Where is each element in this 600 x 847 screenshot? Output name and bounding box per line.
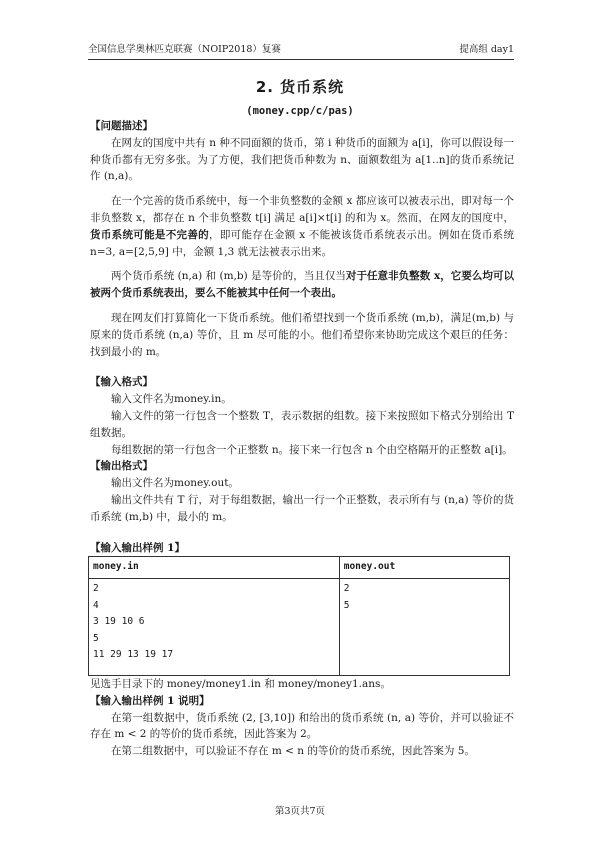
sample-output-header: money.out	[339, 557, 509, 579]
problem-paragraph-4: 现在网友们打算简化一下货币系统。他们希望找到一个货币系统 (m,b)，满足(m,b) 与原来的货币系统 (n,a) 等价，且 m 尽可能的小。他们希望你来协助完成这个艰巨的任务：找到最小的 m。	[90, 311, 514, 358]
sample-input-header: money.in	[89, 557, 340, 579]
output-format-line: 输出文件共有 T 行，对于每组数据，输出一行一个正整数，表示所有与 (n,a) 等价的货币系统 (m,b) 中，最小的 m。	[90, 493, 514, 523]
problem-paragraph-3: 两个货币系统 (n,a) 和 (m,b) 是等价的，当且仅当对于任意非负整数 x，它要么均可以被两个货币系统表出，要么不能被其中任何一个表出。	[90, 270, 514, 300]
input-format-line: 每组数据的第一行包含一个正整数 n。接下来一行包含 n 个由空格隔开的正整数 a[i]。	[111, 443, 513, 456]
sample-input-line: 11 29 13 19 17	[93, 649, 174, 661]
sample-table	[88, 556, 510, 676]
sample-input-line: 3 19 10 6	[93, 616, 145, 628]
header-contest: 全国信息学奥林匹克联赛（NOIP2018）复赛	[88, 44, 281, 55]
sample-explanation-line: 在第二组数据中，可以验证不存在 m < n 的等价的货币系统，因此答案为 5。	[111, 745, 475, 758]
problem-description-heading: 【问题描述】	[90, 120, 153, 132]
sample-explanation-heading: 【输入输出样例 1 说明】	[90, 694, 210, 707]
header-group: 提高组 day1	[459, 44, 514, 55]
sample-input-line: 5	[93, 632, 99, 644]
sample-output-line: 5	[343, 599, 350, 611]
sample-file-note: 见选手目录下的 money/money1.in 和 money/money1.ans。	[90, 677, 391, 690]
sample-input-line: 2	[93, 582, 99, 594]
problem-paragraph-2: 在一个完善的货币系统中，每一个非负整数的金额 x 都应该可以被表示出，即对每一个非负整数 x，都存在 n 个非负整数 t[i] 满足 a[i]×t[i] 的和为 x。然而，在网友的国度中，货币系统可能是不完善的，即可能存在金额 x 不能被该货币系统表示出。例如在货币系统 n=3, a=[2,5,9] 中，金额 1,3 就无法被表示出来。	[90, 195, 514, 258]
page-header	[88, 42, 514, 60]
problem-title: 2. 货币系统	[255, 78, 345, 96]
output-format-line: 输出文件名为money.out。	[111, 477, 239, 490]
page-footer: 第3页共7页	[274, 806, 326, 817]
problem-filenames: (money.cpp/c/pas)	[246, 105, 354, 117]
input-format-heading: 【输入格式】	[90, 376, 153, 389]
input-format-line: 输入文件名为money.in。	[111, 393, 232, 406]
input-format-line: 输入文件的第一行包含一个整数 T，表示数据的组数。接下来按照如下格式分别给出 T 组数据。	[90, 409, 514, 439]
problem-paragraph-1: 在网友的国度中共有 n 种不同面额的货币，第 i 种货币的面额为 a[i]，你可以假设每一种货币都有无穷多张。为了方便，我们把货币种数为 n、面额数组为 a[1..n]的货币系统记作 (n,a)。	[90, 136, 514, 183]
sample-input-cell	[89, 578, 340, 675]
sample-output-cell	[339, 578, 509, 675]
problem-body	[90, 118, 514, 760]
sample-heading: 【输入输出样例 1】	[90, 541, 185, 554]
output-format-heading: 【输出格式】	[90, 460, 153, 473]
sample-output-line: 2	[343, 582, 350, 594]
sample-input-line: 4	[93, 599, 99, 611]
sample-explanation-line: 在第一组数据中，货币系统 (2, [3,10]) 和给出的货币系统 (n, a) 等价，并可以验证不存在 m < 2 的等价的货币系统，因此答案为 2。	[90, 711, 514, 741]
